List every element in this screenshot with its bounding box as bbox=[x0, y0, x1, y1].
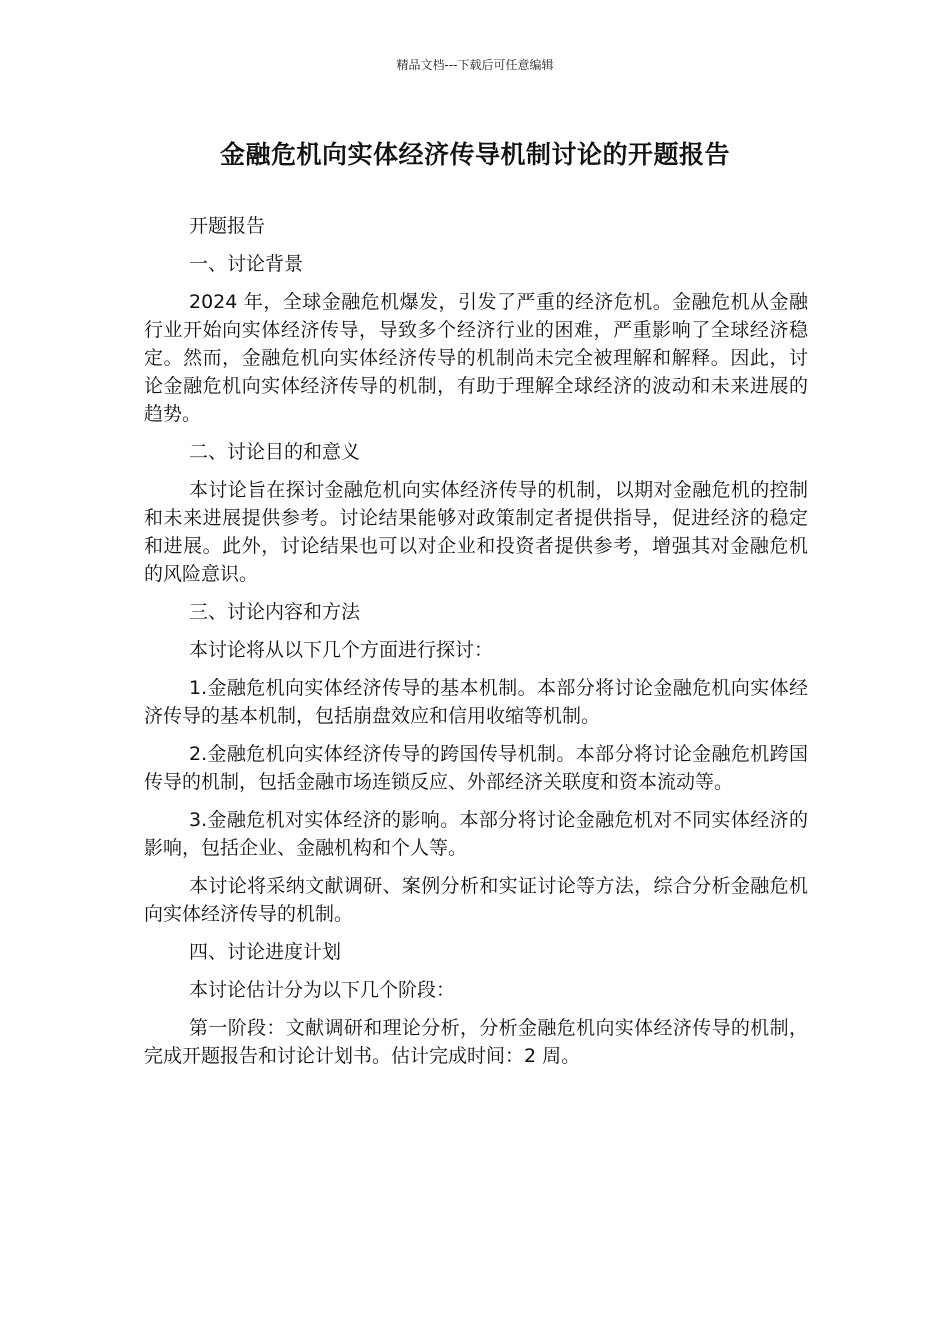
section-heading-purpose: 二、讨论目的和意义 bbox=[189, 441, 361, 463]
section-label-report: 开题报告 bbox=[189, 215, 266, 237]
header-note: 精品文档---下载后可任意编辑 bbox=[396, 58, 554, 72]
section-heading-schedule: 四、讨论进度计划 bbox=[189, 941, 342, 963]
section-heading-background: 一、讨论背景 bbox=[189, 253, 304, 275]
document-body bbox=[144, 212, 808, 1080]
list-item-2: 2.金融危机向实体经济传导的跨国传导机制。本部分将讨论金融危机跨国传导的机制，包括金融市场连锁反应、外部经济关联度和资本流动等。 bbox=[144, 743, 808, 793]
section-heading-content-methods: 三、讨论内容和方法 bbox=[189, 601, 361, 623]
paragraph-schedule-intro: 本讨论估计分为以下几个阶段： bbox=[189, 979, 456, 1001]
paragraph-stage-1: 第一阶段：文献调研和理论分析，分析金融危机向实体经济传导的机制，完成开题报告和讨论计划书。估计完成时间：2 周。 bbox=[144, 1017, 808, 1067]
list-item-3: 3.金融危机对实体经济的影响。本部分将讨论金融危机对不同实体经济的影响，包括企业、金融机构和个人等。 bbox=[144, 809, 808, 859]
paragraph-methods: 本讨论将采纳文献调研、案例分析和实证讨论等方法，综合分析金融危机向实体经济传导的机制。 bbox=[144, 875, 808, 925]
list-item-1: 1.金融危机向实体经济传导的基本机制。本部分将讨论金融危机向实体经济传导的基本机制，包括崩盘效应和信用收缩等机制。 bbox=[144, 677, 808, 727]
paragraph-purpose: 本讨论旨在探讨金融危机向实体经济传导的机制，以期对金融危机的控制和未来进展提供参考。讨论结果能够对政策制定者提供指导，促进经济的稳定和进展。此外，讨论结果也可以对企业和投资者提供参考，增强其对金融危机的风险意识。 bbox=[144, 479, 808, 585]
paragraph-intro-aspects: 本讨论将从以下几个方面进行探讨： bbox=[189, 639, 494, 661]
document-title: 金融危机向实体经济传导机制讨论的开题报告 bbox=[219, 140, 730, 169]
paragraph-background: 2024 年，全球金融危机爆发，引发了严重的经济危机。金融危机从金融行业开始向实体经济传导，导致多个经济行业的困难，严重影响了全球经济稳定。然而，金融危机向实体经济传导的机制尚未完全被理解和解释。因此，讨论金融危机向实体经济传导的机制，有助于理解全球经济的波动和未来进展的趋势。 bbox=[144, 291, 808, 425]
